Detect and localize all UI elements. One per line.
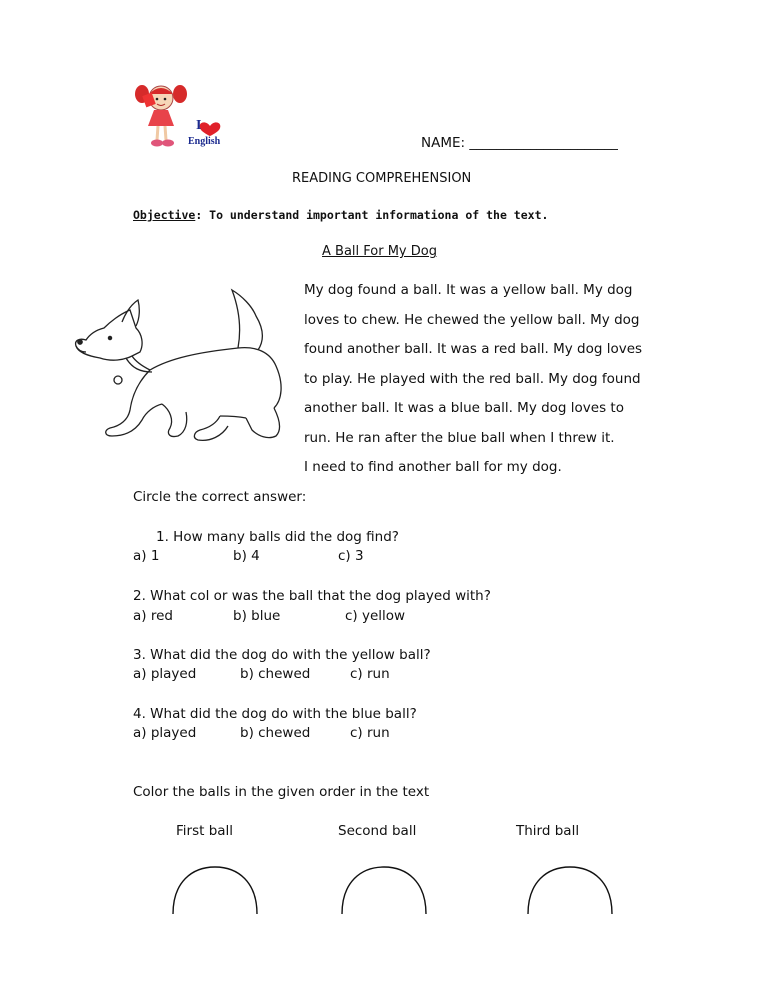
answer-a[interactable]: a) red xyxy=(133,608,173,624)
ball-outline-third[interactable] xyxy=(525,862,615,918)
page-title: READING COMPREHENSION xyxy=(292,171,472,186)
ball-outline-second[interactable] xyxy=(339,862,429,918)
question-text: 4. What did the dog do with the blue ball? xyxy=(133,706,417,722)
logo-text-english: English xyxy=(188,136,221,147)
objective xyxy=(133,208,548,222)
story-line: to play. He played with the red ball. My dog found xyxy=(304,371,641,387)
logo-text-i: I xyxy=(196,118,202,133)
coloring-instruction: Color the balls in the given order in the text xyxy=(133,784,430,800)
question-text: 1. How many balls did the dog find? xyxy=(156,529,399,545)
logo xyxy=(130,80,240,152)
answer-a[interactable]: a) played xyxy=(133,725,197,741)
answer-b[interactable]: b) 4 xyxy=(233,548,260,564)
question-text: 3. What did the dog do with the yellow ball? xyxy=(133,647,431,663)
ball-label-second: Second ball xyxy=(338,823,417,839)
answer-b[interactable]: b) chewed xyxy=(240,666,311,682)
story-line: loves to chew. He chewed the yellow ball. My dog xyxy=(304,312,640,328)
answer-c[interactable]: c) 3 xyxy=(338,548,364,564)
answer-a[interactable]: a) 1 xyxy=(133,548,160,564)
answer-c[interactable]: c) yellow xyxy=(345,608,406,624)
question-text: 2. What col or was the ball that the dog played with? xyxy=(133,588,491,604)
girl-reading-icon xyxy=(130,80,240,152)
instructions: Circle the correct answer: xyxy=(133,489,307,505)
answer-c[interactable]: c) run xyxy=(350,725,390,741)
story-line: found another ball. It was a red ball. My dog loves xyxy=(304,341,643,357)
story-title: A Ball For My Dog xyxy=(322,244,437,259)
answer-b[interactable]: b) blue xyxy=(233,608,281,624)
objective-label: Objective xyxy=(133,208,196,222)
answer-b[interactable]: b) chewed xyxy=(240,725,311,741)
ball-label-third: Third ball xyxy=(516,823,580,839)
name-field: NAME: ______________________ xyxy=(421,135,618,151)
ball-label-first: First ball xyxy=(176,823,234,839)
answer-a[interactable]: a) played xyxy=(133,666,197,682)
story-line: run. He ran after the blue ball when I threw it. xyxy=(304,430,615,446)
story-line: My dog found a ball. It was a yellow ball. My dog xyxy=(304,282,633,298)
story-line: I need to find another ball for my dog. xyxy=(304,459,562,475)
dog-illustration xyxy=(70,286,300,446)
answer-c[interactable]: c) run xyxy=(350,666,390,682)
objective-text: : To understand important informationa of the text. xyxy=(195,208,549,222)
ball-outline-first[interactable] xyxy=(170,862,260,918)
story-line: another ball. It was a blue ball. My dog loves to xyxy=(304,400,624,416)
